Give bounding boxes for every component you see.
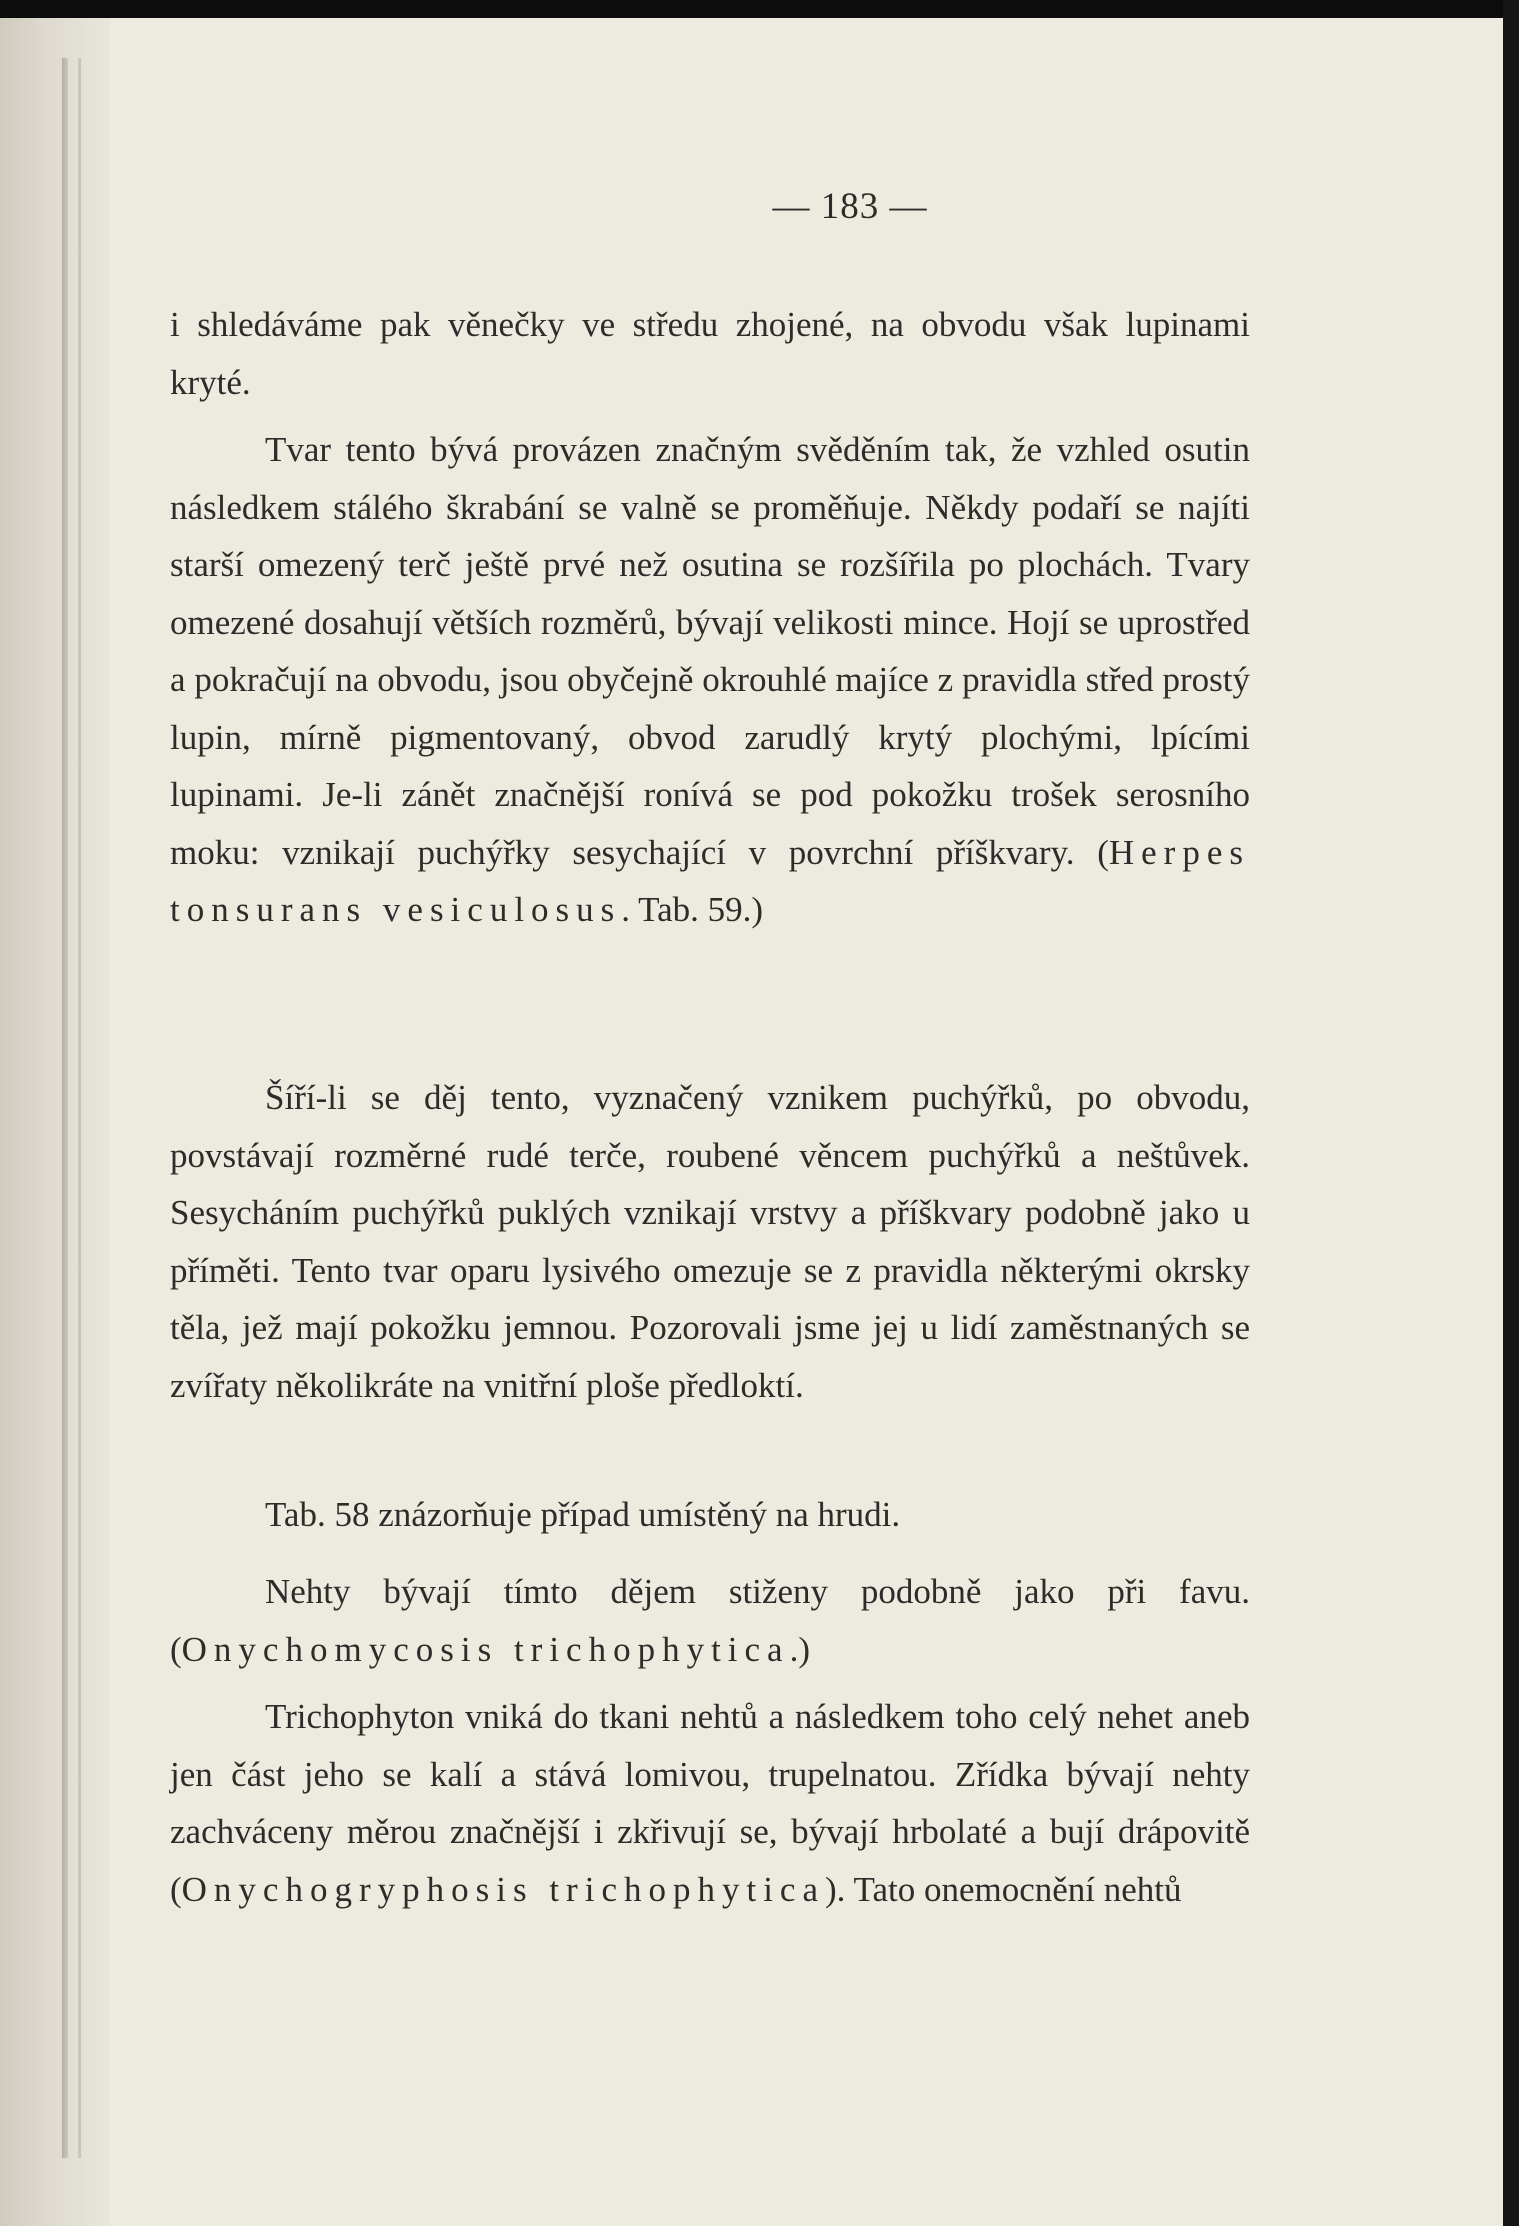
paragraph: Tab. 58 znázorňuje případ umístěný na hrudi.: [265, 1495, 901, 1534]
paragraph-text: Tvar tento bývá provázen značným svěděním tak, že vzhled osutin následkem stálého škrabání se valně se proměňuje. Někdy podaří se najíti starší omezený terč ještě prvé než osutina se rozšířila po plochách. Tvary omezené dosahují větších rozměrů, bývají velikosti mince. Hojí se uprostřed a pokračují na obvodu, jsou obyčejně okrouhlé majíce z pravidla střed prostý lupin, mírně pigmentovaný, obvod zarudlý krytý plochými, lpícími lupinami. Je-li zánět značnější ronívá se pod pokožku trošek serosního moku: vznikají puchýřky sesychající v povrchní příškvary. (: [170, 430, 1250, 872]
latin-term: Herpes tonsurans vesiculosus: [170, 832, 1250, 929]
binding-line: [78, 58, 81, 2158]
paragraph-text: . Tab. 59.): [621, 890, 764, 929]
paragraph-text: Nehty bývají tímto dějem stiženy podobně jako při favu. (: [170, 1572, 1250, 1669]
paragraph: [170, 421, 1250, 939]
page-number: — 183 —: [772, 186, 928, 227]
page-gutter: [0, 18, 110, 2226]
paragraph-text: Trichophyton vniká do tkani nehtů a následkem toho celý nehet aneb jen část jeho se kalí a stává lomivou, trupelnatou. Zřídka bývají nehty zachváceny měrou značnější i zkřivují se, bývají hrbolaté a bují drápovitě (: [170, 1697, 1250, 1909]
paragraph: Šíří-li se děj tento, vyznačený vznikem puchýřků, po obvodu, povstávají rozměrné rudé terče, roubené věncem puchýřků a neštůvek. Sesycháním puchýřků puklých vznikají vrstvy a příškvary podobně jako u příměti. Tento tvar oparu lysivého omezuje se z pravidla některými okrsky těla, jež mají pokožku jemnou. Pozorovali jsme jej u lidí zaměstnaných se zvířaty několikráte na vnitřní ploše předloktí.: [170, 1078, 1250, 1405]
book-page: [0, 18, 1503, 2226]
scan-top-edge: [0, 0, 1519, 20]
paragraph-continuation: i shledáváme pak věnečky ve středu zhojené, na obvodu však lupinami kryté.: [170, 305, 1250, 402]
paragraph: [170, 1563, 1250, 1678]
paragraph: [170, 1688, 1250, 1918]
latin-term: Onychomycosis trichophytica: [181, 1629, 790, 1669]
latin-term: Onychogryphosis trichophytica: [181, 1869, 825, 1909]
binding-shadow: [62, 58, 68, 2158]
paragraph-text: ). Tato onemocnění nehtů: [825, 1869, 1182, 1909]
scan-right-edge: [1503, 0, 1519, 2226]
text-block: [150, 18, 1250, 2226]
paragraph-text: .): [789, 1629, 811, 1669]
